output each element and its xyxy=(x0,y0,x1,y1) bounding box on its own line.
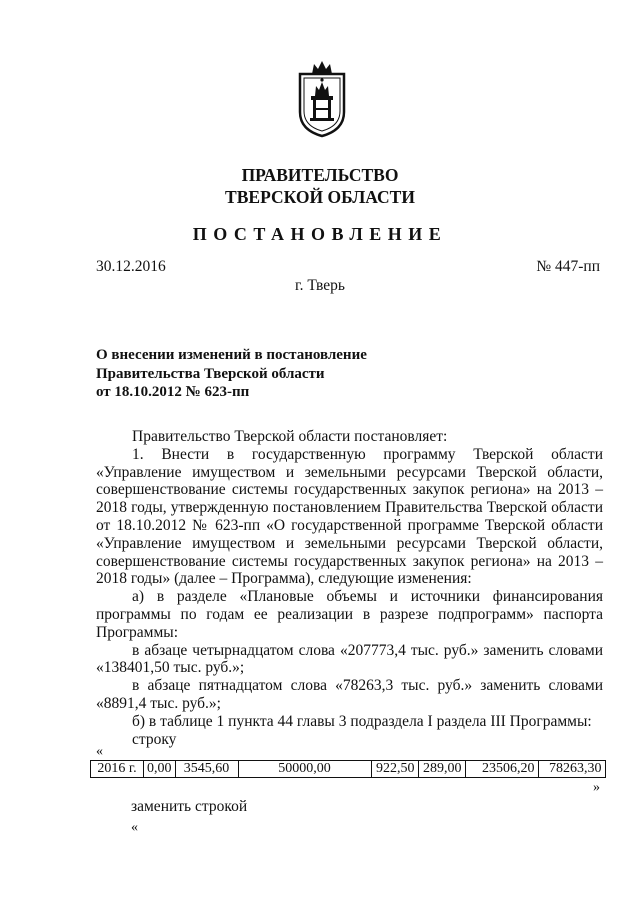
paragraph-1-line: совершенствование системы государственных закупок региона» на 2013 – xyxy=(96,552,603,570)
document-subject xyxy=(96,346,367,402)
paragraph-14-line: в абзаце четырнадцатом слова «207773,4 тыс. руб.» заменить словами xyxy=(132,641,603,659)
table-cell: 289,00 xyxy=(418,761,465,778)
subject-line: О внесении изменений в постановление xyxy=(96,347,367,363)
table-cell: 0,00 xyxy=(144,761,176,778)
table-cell-total: 78263,30 xyxy=(538,761,605,778)
document-city: г. Тверь xyxy=(295,277,345,294)
subject-line: Правительства Тверской области xyxy=(96,365,325,382)
intro-paragraph: Правительство Тверской области постановляет: xyxy=(132,428,448,445)
paragraph-b: б) в таблице 1 пункта 44 главы 3 подраздела I раздела III Программы: xyxy=(132,712,592,730)
table-row xyxy=(91,761,606,778)
paragraph-15-line: «8891,4 тыс. руб.»; xyxy=(96,694,221,712)
table-cell: 922,50 xyxy=(371,761,418,778)
financing-table-row xyxy=(90,760,606,778)
table-cell-year: 2016 г. xyxy=(91,761,144,778)
paragraph-14-line: «138401,50 тыс. руб.»; xyxy=(96,659,245,677)
paragraph-1-line: «Управление имуществом и земельными ресурсами Тверской области, xyxy=(96,534,603,552)
government-name-line1: ПРАВИТЕЛЬСТВО xyxy=(241,165,399,185)
paragraph-a-line: Программы: xyxy=(96,623,179,641)
government-name-line2: ТВЕРСКОЙ ОБЛАСТИ xyxy=(225,187,415,207)
replace-with-row-text: заменить строкой xyxy=(131,798,248,815)
table-close-quote: » xyxy=(593,780,600,795)
paragraph-1-line: 2018 годы» (далее – Программа), следующие изменения: xyxy=(96,570,472,588)
paragraph-1-line: 1. Внести в государственную программу Тверской области xyxy=(132,445,603,463)
document-type-title: ПОСТАНОВЛЕНИЕ xyxy=(192,224,448,244)
table-cell: 3545,60 xyxy=(175,761,238,778)
table-open-quote: « xyxy=(96,744,103,759)
paragraph-a-line: а) в разделе «Плановые объемы и источники финансирования xyxy=(132,588,603,606)
table-cell: 23506,20 xyxy=(465,761,538,778)
document-date: 30.12.2016 xyxy=(96,258,166,275)
coat-of-arms-icon xyxy=(296,60,348,138)
paragraph-1-line: 2018 годы, утвержденную постановлением Правительства Тверской области xyxy=(96,499,603,517)
paragraph-1-line: «Управление имуществом и земельными ресурсами Тверской области, xyxy=(96,463,603,481)
paragraph-15-line: в абзаце пятнадцатом слова «78263,3 тыс. руб.» заменить словами xyxy=(132,677,603,695)
paragraph-a-line: программы по годам ее реализации в разрезе подпрограмм» паспорта xyxy=(96,605,603,623)
subject-line: от 18.10.2012 № 623-пп xyxy=(96,384,250,400)
replacement-open-quote: « xyxy=(131,820,138,835)
row-word: строку xyxy=(132,730,177,748)
paragraph-1-line: от 18.10.2012 № 623-пп «О государственной программе Тверской области xyxy=(96,516,603,534)
paragraph-1-line: совершенствование системы государственных закупок региона» на 2013 – xyxy=(96,481,603,499)
document-number: № 447-пп xyxy=(536,258,600,275)
document-body xyxy=(96,428,603,748)
table-cell: 50000,00 xyxy=(238,761,371,778)
